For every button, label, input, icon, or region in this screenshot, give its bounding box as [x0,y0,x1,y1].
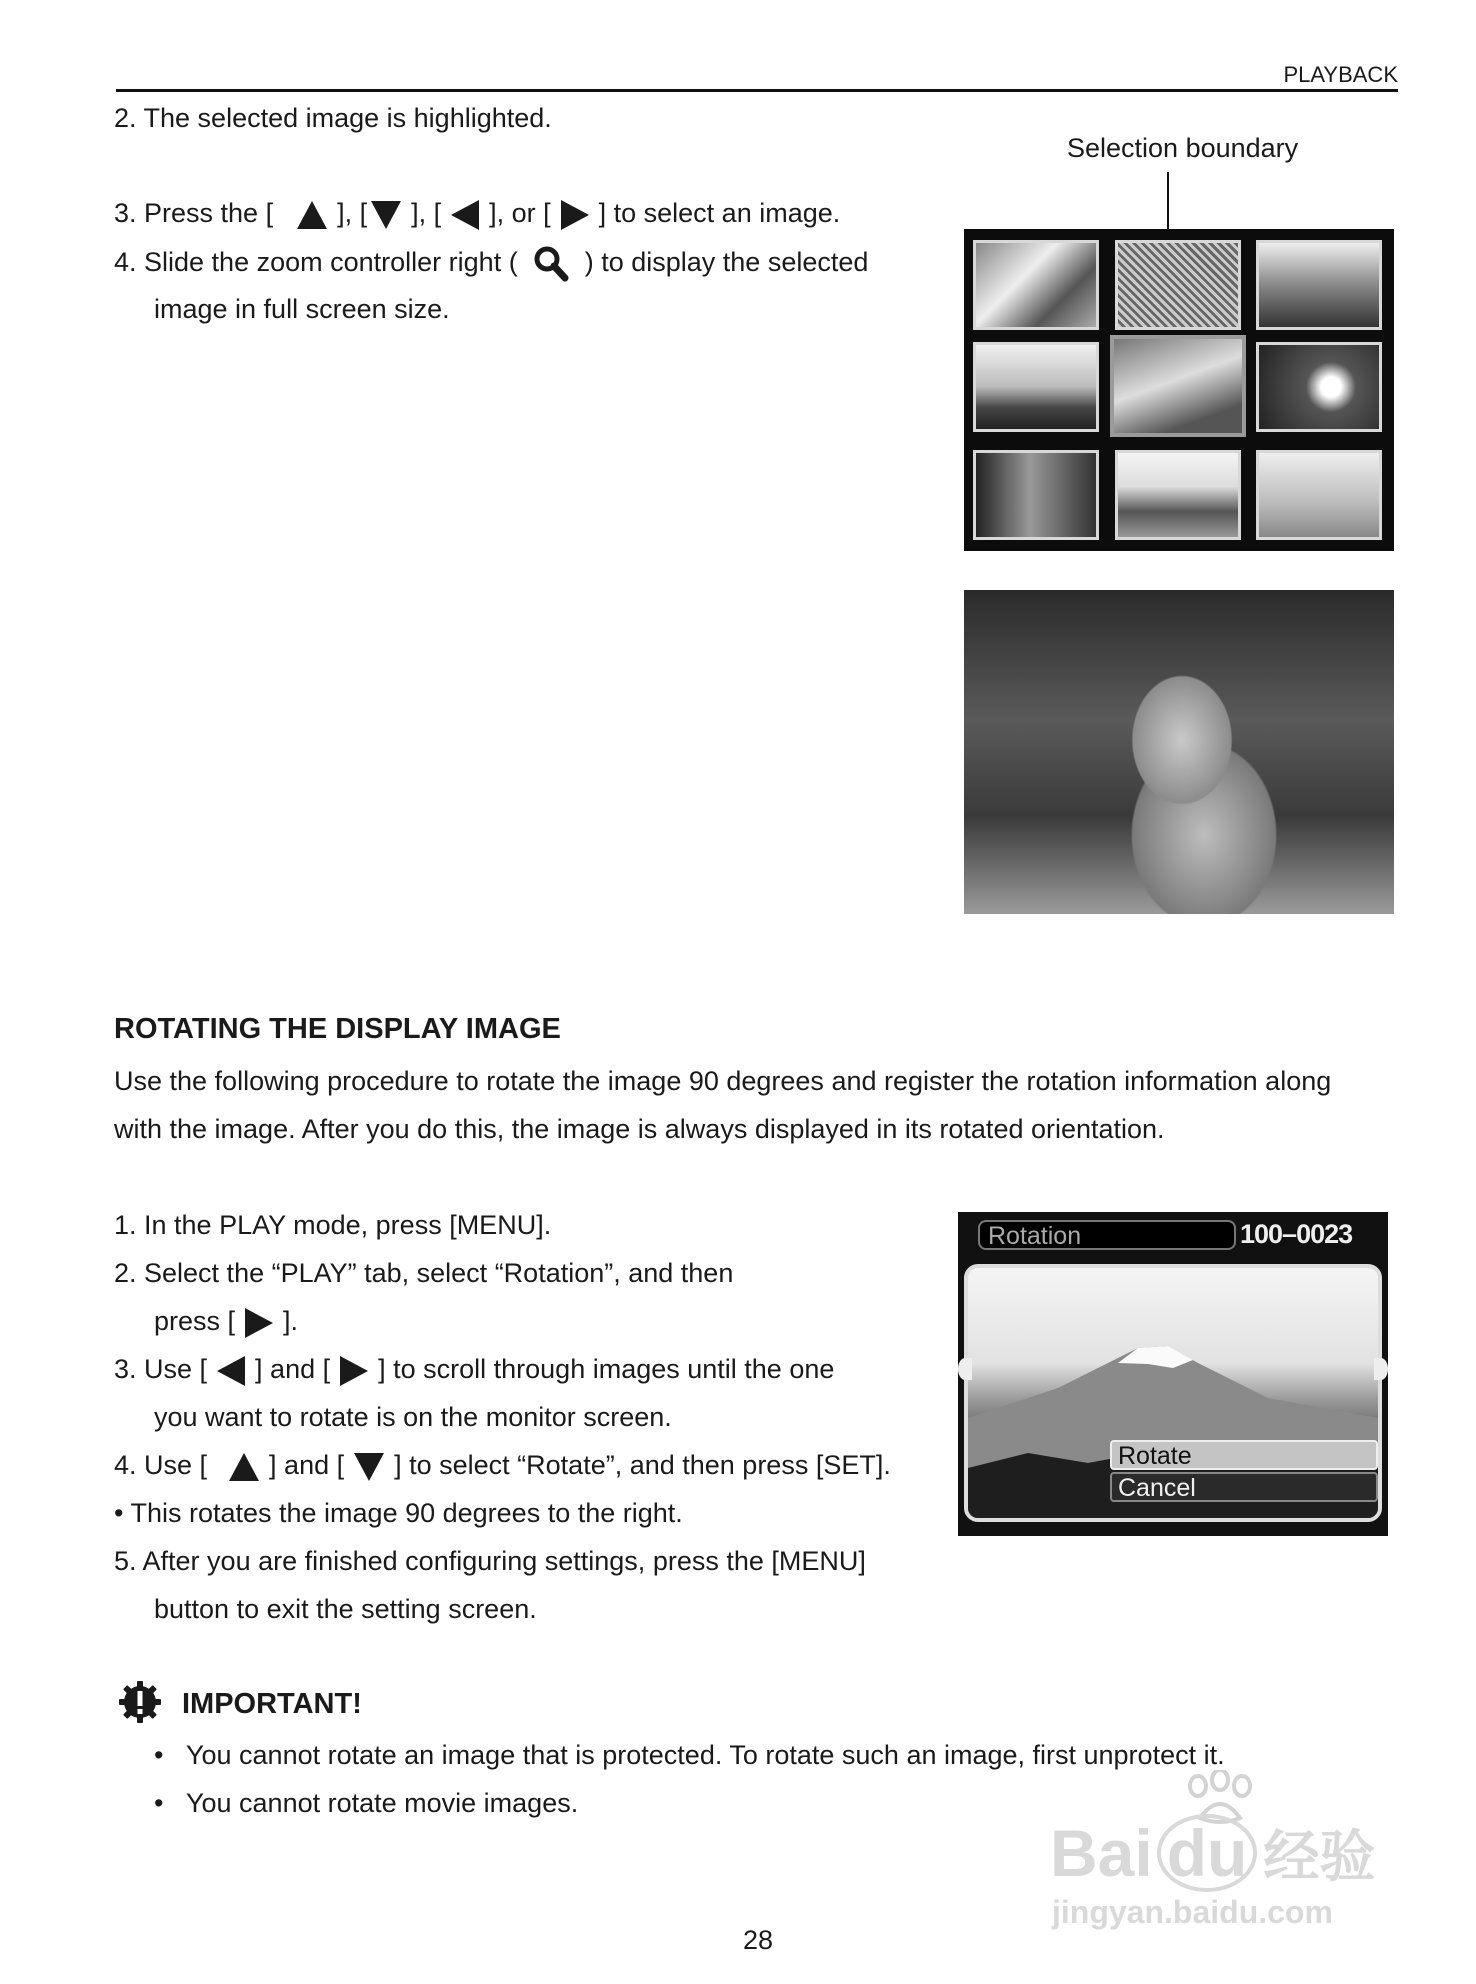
thumbnail-stream [973,450,1099,540]
header-rule [116,89,1398,92]
lcd-rotation-screen [958,1212,1388,1536]
rotate-step-5-cont: button to exit the setting screen. [154,1594,537,1624]
right-arrow-icon [340,1356,368,1386]
thumbnail-lily [1256,342,1382,432]
rotate-step-1: 1. In the PLAY mode, press [MENU]. [114,1210,552,1240]
left-arrow-icon [451,200,479,230]
thumbnail-road [1115,450,1241,540]
lcd-left-scroll-icon[interactable] [958,1358,972,1380]
right-arrow-icon [561,200,589,230]
lcd-option-cancel[interactable]: Cancel [1110,1472,1378,1502]
thumbnail-cat-selected [1110,335,1246,437]
lcd-file-number: 100–0023 [1240,1219,1353,1249]
important-title: IMPORTANT! [182,1688,362,1720]
up-arrow-icon [297,201,327,229]
thumbnail-branches [1115,240,1241,330]
step-3-line: 3. Press the [ ], [ ], [ ], or [ ] to select an image. [114,198,841,228]
rotate-step-2-cont: press [ ]. [154,1306,299,1336]
intro-line-2: with the image. After you do this, the image is always displayed in its rotated orientation. [114,1114,1165,1144]
intro-line-1: Use the following procedure to rotate the image 90 degrees and register the rotation information along [114,1066,1332,1096]
rotate-step-2: 2. Select the “PLAY” tab, select “Rotation”, and then [114,1258,734,1288]
step-2-text: 2. The selected image is highlighted. [114,103,552,133]
selection-boundary-label: Selection boundary [1067,133,1299,163]
rotate-step-5: 5. After you are finished configuring settings, press the [MENU] [114,1546,866,1576]
down-arrow-icon [354,1453,384,1481]
important-item-2: • You cannot rotate movie images. [154,1788,579,1818]
rotate-step-3: 3. Use [ ] and [ ] to scroll through images until the one [114,1354,835,1384]
rotate-step-4-note: • This rotates the image 90 degrees to the right. [114,1498,683,1528]
important-gear-icon [118,1680,162,1724]
section-header: PLAYBACK [1283,62,1398,87]
cat-photo-fullscreen [964,590,1394,914]
lcd-title-bar [978,1220,1236,1250]
up-arrow-icon [229,1453,259,1481]
down-arrow-icon [371,201,401,229]
thumbnail-flowers [973,240,1099,330]
step-4-continuation: image in full screen size. [154,294,450,324]
thumbnail-fog [1256,450,1382,540]
right-arrow-icon [245,1308,273,1338]
thumbnail-mountain [973,342,1099,432]
important-item-1: • You cannot rotate an image that is protected. To rotate such an image, first unprotect it. [154,1740,1225,1770]
left-arrow-icon [217,1356,245,1386]
section-title-rotating: ROTATING THE DISPLAY IMAGE [114,1013,561,1045]
thumbnail-grid-figure [964,229,1394,551]
zoom-magnifier-icon [531,244,571,284]
rotate-step-3-cont: you want to rotate is on the monitor screen. [154,1402,672,1432]
thumbnail-grass [1256,240,1382,330]
page-number: 28 [742,1925,774,1955]
step-4-line: 4. Slide the zoom controller right ( ) to display the selected [114,244,868,284]
lcd-right-scroll-icon[interactable] [1374,1358,1388,1380]
lcd-option-rotate[interactable]: Rotate [1110,1440,1378,1470]
rotate-step-4: 4. Use [ ] and [ ] to select “Rotate”, and then press [SET]. [114,1450,891,1480]
lcd-title: Rotation [988,1222,1082,1250]
